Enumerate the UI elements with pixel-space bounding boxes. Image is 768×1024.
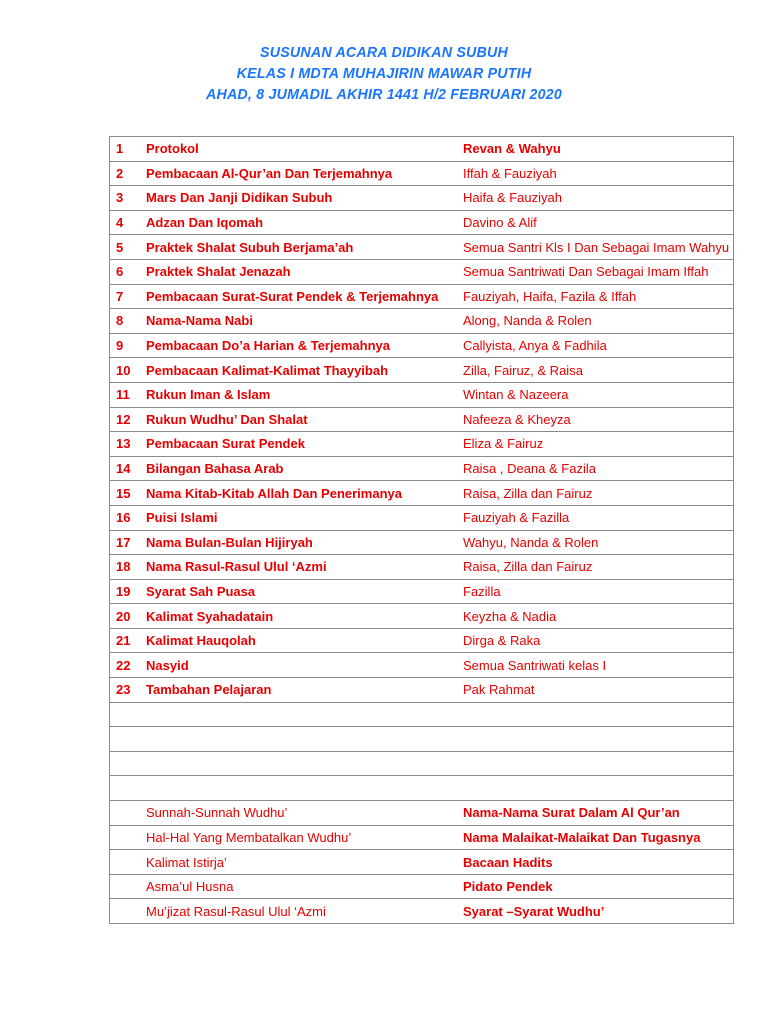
performer-name: Zilla, Fairuz, & Raisa bbox=[457, 358, 734, 383]
table-row bbox=[110, 186, 734, 211]
table-row bbox=[110, 530, 734, 555]
event-name: Pembacaan Do’a Harian & Terjemahnya bbox=[140, 333, 457, 358]
row-number: 18 bbox=[110, 555, 141, 580]
title-line-2: KELAS I MDTA MUHAJIRIN MAWAR PUTIH bbox=[236, 65, 532, 82]
event-name: Pembacaan Surat-Surat Pendek & Terjemahnya bbox=[140, 284, 457, 309]
row-number: 13 bbox=[110, 432, 141, 457]
row-number: 3 bbox=[110, 186, 141, 211]
table-row bbox=[110, 259, 734, 284]
event-name: Nama Bulan-Bulan Hijiryah bbox=[140, 530, 457, 555]
empty-cell bbox=[110, 776, 141, 801]
row-number: 12 bbox=[110, 407, 141, 432]
document-header bbox=[0, 42, 768, 105]
event-name: Nama-Nama Nabi bbox=[140, 309, 457, 334]
schedule-table bbox=[109, 136, 734, 924]
performer-name: Iffah & Fauziyah bbox=[457, 161, 734, 186]
empty-cell bbox=[140, 702, 457, 727]
empty-row bbox=[110, 776, 734, 801]
empty-cell bbox=[110, 825, 141, 850]
row-number: 17 bbox=[110, 530, 141, 555]
row-number: 20 bbox=[110, 604, 141, 629]
event-name: Rukun Wudhu’ Dan Shalat bbox=[140, 407, 457, 432]
empty-row bbox=[110, 702, 734, 727]
table-row bbox=[110, 235, 734, 260]
extra-topic-row bbox=[110, 825, 734, 850]
row-number: 5 bbox=[110, 235, 141, 260]
event-name: Adzan Dan Iqomah bbox=[140, 210, 457, 235]
extra-topic-row bbox=[110, 850, 734, 875]
row-number: 10 bbox=[110, 358, 141, 383]
performer-name: Wintan & Nazeera bbox=[457, 382, 734, 407]
empty-cell bbox=[457, 702, 734, 727]
table-row bbox=[110, 628, 734, 653]
performer-name: Semua Santriwati kelas I bbox=[457, 653, 734, 678]
row-number: 15 bbox=[110, 481, 141, 506]
table-row bbox=[110, 358, 734, 383]
empty-cell bbox=[457, 751, 734, 776]
table-row bbox=[110, 333, 734, 358]
empty-cell bbox=[140, 727, 457, 752]
event-name: Nasyid bbox=[140, 653, 457, 678]
performer-name: Fauziyah, Haifa, Fazila & Iffah bbox=[457, 284, 734, 309]
table-row bbox=[110, 579, 734, 604]
extra-topic-row bbox=[110, 801, 734, 826]
extra-topic-right: Bacaan Hadits bbox=[457, 850, 734, 875]
extra-topic-right: Syarat –Syarat Wudhu’ bbox=[457, 899, 734, 924]
table-row bbox=[110, 284, 734, 309]
event-name: Pembacaan Al-Qur’an Dan Terjemahnya bbox=[140, 161, 457, 186]
empty-cell bbox=[110, 702, 141, 727]
empty-cell bbox=[457, 776, 734, 801]
extra-topic-row bbox=[110, 899, 734, 924]
row-number: 21 bbox=[110, 628, 141, 653]
table-row bbox=[110, 161, 734, 186]
empty-cell bbox=[140, 776, 457, 801]
row-number: 7 bbox=[110, 284, 141, 309]
table-row bbox=[110, 407, 734, 432]
empty-cell bbox=[140, 751, 457, 776]
empty-cell bbox=[110, 874, 141, 899]
row-number: 22 bbox=[110, 653, 141, 678]
performer-name: Callyista, Anya & Fadhila bbox=[457, 333, 734, 358]
row-number: 9 bbox=[110, 333, 141, 358]
performer-name: Revan & Wahyu bbox=[457, 137, 734, 162]
performer-name: Nafeeza & Kheyza bbox=[457, 407, 734, 432]
event-name: Kalimat Syahadatain bbox=[140, 604, 457, 629]
event-name: Mars Dan Janji Didikan Subuh bbox=[140, 186, 457, 211]
extra-topic-left: Kalimat Istirja’ bbox=[140, 850, 457, 875]
table-row bbox=[110, 382, 734, 407]
row-number: 1 bbox=[110, 137, 141, 162]
table-row bbox=[110, 432, 734, 457]
title-line-3: AHAD, 8 JUMADIL AKHIR 1441 H/2 FEBRUARI 2020 bbox=[205, 86, 562, 103]
performer-name: Raisa, Zilla dan Fairuz bbox=[457, 555, 734, 580]
performer-name: Eliza & Fairuz bbox=[457, 432, 734, 457]
performer-name: Along, Nanda & Rolen bbox=[457, 309, 734, 334]
event-name: Tambahan Pelajaran bbox=[140, 678, 457, 703]
table-row bbox=[110, 309, 734, 334]
event-name: Bilangan Bahasa Arab bbox=[140, 456, 457, 481]
event-name: Pembacaan Surat Pendek bbox=[140, 432, 457, 457]
table-row bbox=[110, 210, 734, 235]
empty-cell bbox=[110, 751, 141, 776]
row-number: 8 bbox=[110, 309, 141, 334]
performer-name: Semua Santri Kls I Dan Sebagai Imam Wahyu bbox=[457, 235, 734, 260]
table-row bbox=[110, 678, 734, 703]
empty-row bbox=[110, 751, 734, 776]
performer-name: Keyzha & Nadia bbox=[457, 604, 734, 629]
extra-topic-left: Asma’ul Husna bbox=[140, 874, 457, 899]
performer-name: Wahyu, Nanda & Rolen bbox=[457, 530, 734, 555]
table-row bbox=[110, 505, 734, 530]
performer-name: Fazilla bbox=[457, 579, 734, 604]
extra-topic-right: Pidato Pendek bbox=[457, 874, 734, 899]
empty-cell bbox=[457, 727, 734, 752]
extra-topic-left: Sunnah-Sunnah Wudhu’ bbox=[140, 801, 457, 826]
event-name: Puisi Islami bbox=[140, 505, 457, 530]
table-row bbox=[110, 456, 734, 481]
extra-topic-left: Hal-Hal Yang Membatalkan Wudhu’ bbox=[140, 825, 457, 850]
event-name: Pembacaan Kalimat-Kalimat Thayyibah bbox=[140, 358, 457, 383]
performer-name: Raisa , Deana & Fazila bbox=[457, 456, 734, 481]
row-number: 2 bbox=[110, 161, 141, 186]
extra-topic-right: Nama Malaikat-Malaikat Dan Tugasnya bbox=[457, 825, 734, 850]
row-number: 6 bbox=[110, 259, 141, 284]
row-number: 11 bbox=[110, 382, 141, 407]
extra-topic-right: Nama-Nama Surat Dalam Al Qur’an bbox=[457, 801, 734, 826]
row-number: 14 bbox=[110, 456, 141, 481]
event-name: Praktek Shalat Subuh Berjama’ah bbox=[140, 235, 457, 260]
row-number: 23 bbox=[110, 678, 141, 703]
empty-cell bbox=[110, 899, 141, 924]
event-name: Kalimat Hauqolah bbox=[140, 628, 457, 653]
row-number: 16 bbox=[110, 505, 141, 530]
row-number: 19 bbox=[110, 579, 141, 604]
table-row bbox=[110, 137, 734, 162]
performer-name: Fauziyah & Fazilla bbox=[457, 505, 734, 530]
schedule-table-body bbox=[110, 137, 734, 924]
performer-name: Semua Santriwati Dan Sebagai Imam Iffah bbox=[457, 259, 734, 284]
empty-row bbox=[110, 727, 734, 752]
event-name: Nama Kitab-Kitab Allah Dan Penerimanya bbox=[140, 481, 457, 506]
performer-name: Davino & Alif bbox=[457, 210, 734, 235]
event-name: Praktek Shalat Jenazah bbox=[140, 259, 457, 284]
event-name: Syarat Sah Puasa bbox=[140, 579, 457, 604]
row-number: 4 bbox=[110, 210, 141, 235]
table-row bbox=[110, 481, 734, 506]
extra-topic-row bbox=[110, 874, 734, 899]
title-line-1: SUSUNAN ACARA DIDIKAN SUBUH bbox=[260, 44, 508, 61]
event-name: Protokol bbox=[140, 137, 457, 162]
performer-name: Pak Rahmat bbox=[457, 678, 734, 703]
empty-cell bbox=[110, 727, 141, 752]
performer-name: Haifa & Fauziyah bbox=[457, 186, 734, 211]
empty-cell bbox=[110, 801, 141, 826]
event-name: Nama Rasul-Rasul Ulul ‘Azmi bbox=[140, 555, 457, 580]
performer-name: Raisa, Zilla dan Fairuz bbox=[457, 481, 734, 506]
table-row bbox=[110, 653, 734, 678]
performer-name: Dirga & Raka bbox=[457, 628, 734, 653]
table-row bbox=[110, 604, 734, 629]
extra-topic-left: Mu’jizat Rasul-Rasul Ulul ‘Azmi bbox=[140, 899, 457, 924]
empty-cell bbox=[110, 850, 141, 875]
table-row bbox=[110, 555, 734, 580]
event-name: Rukun Iman & Islam bbox=[140, 382, 457, 407]
